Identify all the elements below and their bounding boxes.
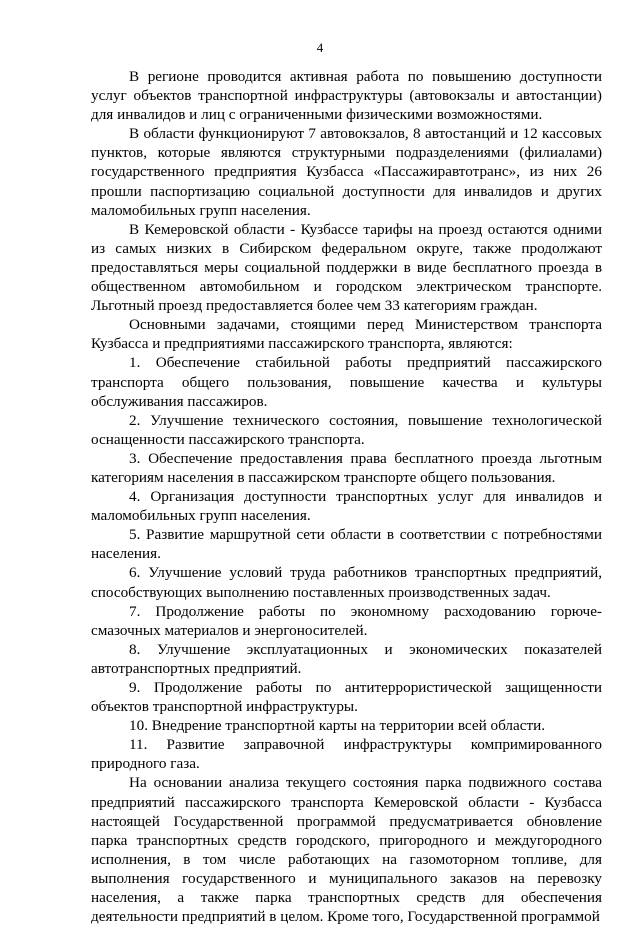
paragraph-bus-stations: В области функционируют 7 автовокзалов, 8 автостанций и 12 кассовых пунктов, которые являются структурными подразделениями (филиалами) государственного предприятия Кузбасса «Пассажиравтотранс», из них 26 прошли паспортизацию социальной доступности для инвалидов и других маломобильных групп населения. [91, 125, 602, 219]
list-item-task-8: 8. Улучшение эксплуатационных и экономических показателей автотранспортных предприятий. [91, 640, 602, 677]
paragraph-accessibility-work: В регионе проводится активная работа по повышению доступности услуг объектов транспортной инфраструктуры (автовокзалы и автостанции) для инвалидов и лиц с ограниченными физическими возможностями. [91, 68, 602, 124]
list-item-task-10: 10. Внедрение транспортной карты на территории всей области. [129, 717, 546, 735]
list-item-task-3: 3. Обеспечение предоставления права бесплатного проезда льготным категориям населения в пассажирском транспорте общего пользования. [91, 449, 602, 486]
document-body [91, 67, 602, 926]
paragraph-tariffs: В Кемеровской области - Кузбассе тарифы на проезд остаются одними из самых низких в Сибирском федеральном округе, также продолжают предоставляться меры социальной поддержки в виде бесплатного проезда в общественном автомобильном и городском электрическом транспорте. Льготный проезд предоставляется более чем 33 категориям граждан. [91, 220, 602, 315]
list-item-task-6: 6. Улучшение условий труда работников транспортных предприятий, способствующих выполнению поставленных производственных задач. [91, 564, 602, 601]
paragraph-main-tasks-intro: Основными задачами, стоящими перед Министерством транспорта Кузбасса и предприятиями пассажирского транспорта, являются: [91, 316, 602, 353]
list-item-task-9: 9. Продолжение работы по антитеррористической защищенности объектов транспортной инфраструктуры. [91, 679, 602, 716]
list-item-task-2: 2. Улучшение технического состояния, повышение технологической оснащенности пассажирского транспорта. [91, 411, 602, 448]
list-item-task-5: 5. Развитие маршрутной сети области в соответствии с потребностями населения. [91, 526, 602, 563]
list-item-task-7: 7. Продолжение работы по экономному расходованию горюче-смазочных материалов и энергоносителей. [91, 602, 602, 639]
list-item-task-11: 11. Развитие заправочной инфраструктуры компримированного природного газа. [91, 736, 602, 773]
list-item-task-1: 1. Обеспечение стабильной работы предприятий пассажирского транспорта общего пользования, повышение качества и культуры обслуживания пассажиров. [91, 354, 602, 410]
page-number: 4 [316, 40, 324, 55]
list-item-task-4: 4. Организация доступности транспортных услуг для инвалидов и маломобильных групп населения. [91, 488, 602, 525]
paragraph-fleet-renewal: На основании анализа текущего состояния парка подвижного состава предприятий пассажирского транспорта Кемеровской области - Кузбасса настоящей Государственной программой предусматривается обновление парка транспортных средств городского, пригородного и междугородного исполнения, в том числе работающих на газомоторном топливе, для выполнения государственного и муниципального заказов на перевозку населения, а также парка транспортных средств для обеспечения деятельности предприятий в целом. Кроме того, Государственной программой [91, 774, 602, 926]
